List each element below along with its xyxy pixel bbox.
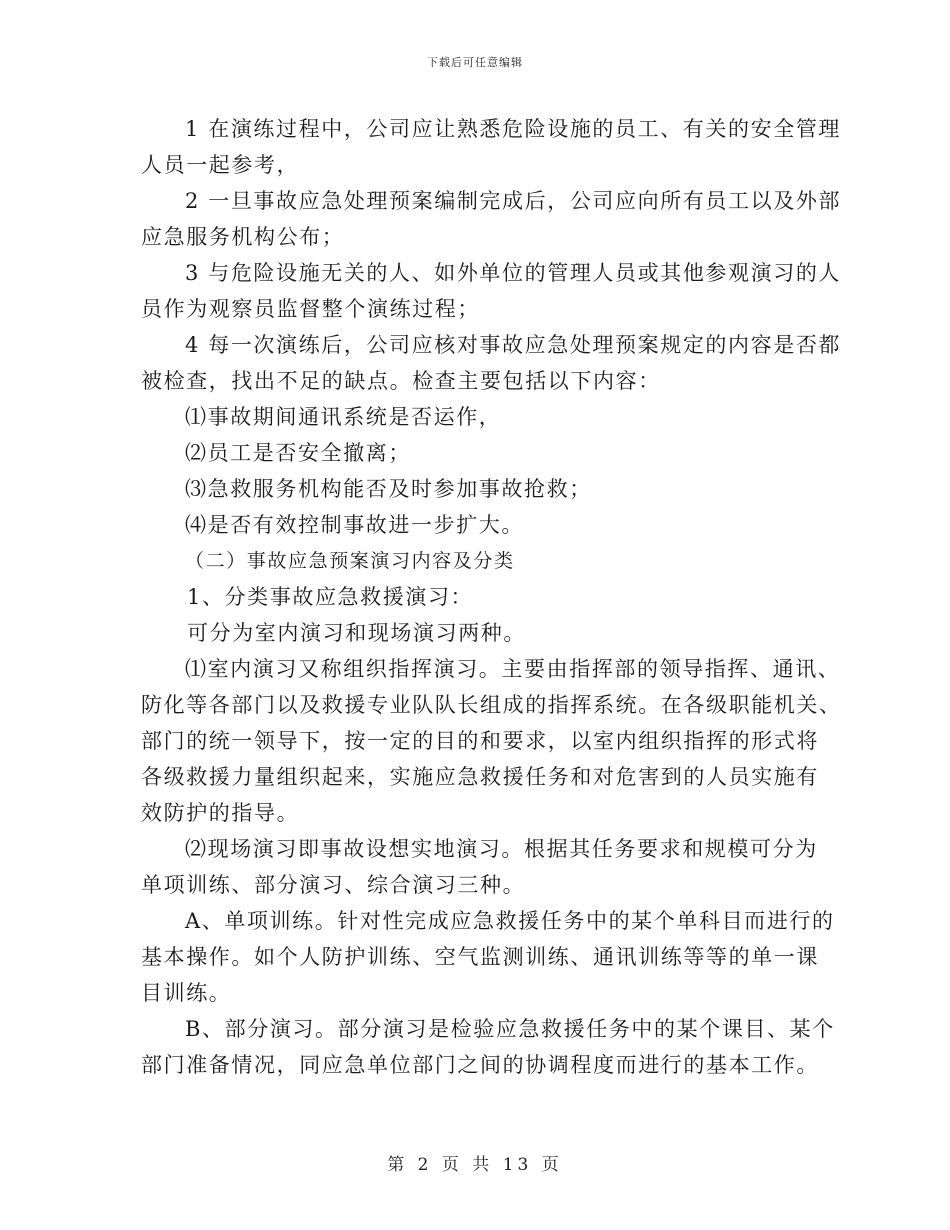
paragraph-line: 效防护的指导。	[141, 801, 300, 825]
paragraph-line: 部门的统一领导下，按一定的目的和要求，以室内组织指挥的形式将	[141, 729, 819, 753]
paragraph-line: ⑴室内演习又称组织指挥演习。主要由指挥部的领导指挥、通讯、	[185, 657, 841, 681]
list-item: ⑷是否有效控制事故进一步扩大。	[185, 513, 524, 537]
paragraph-line: B、部分演习。部分演习是检验应急救援任务中的某个课目、某个	[185, 1017, 835, 1041]
section-heading: （二）事故应急预案演习内容及分类	[185, 550, 515, 572]
paragraph-line: 部门准备情况，同应急单位部门之间的协调程度而进行的基本工作。	[141, 1053, 819, 1077]
paragraph-line: 单项训练、部分演习、综合演习三种。	[141, 873, 526, 897]
paragraph-line: ⑵现场演习即事故设想实地演习。根据其任务要求和规模可分为	[185, 837, 818, 861]
paragraph-line: 目训练。	[141, 981, 232, 1005]
paragraph-line: 员作为观察员监督整个演练过程；	[141, 297, 480, 321]
list-item: ⑵员工是否安全撤离；	[185, 441, 411, 465]
subsection-heading: 1、分类事故应急救援演习：	[187, 585, 474, 609]
paragraph-line: 3 与危险设施无关的人、如外单位的管理人员或其他参观演习的人	[185, 261, 842, 285]
paragraph-line: 2 一旦事故应急处理预案编制完成后，公司应向所有员工以及外部	[185, 189, 842, 213]
paragraph-line: 1 在演练过程中，公司应让熟悉危险设施的员工、有关的安全管理	[185, 117, 842, 141]
page-footer: 第 2 页 共 13 页	[387, 1155, 563, 1175]
paragraph-line: 被检查，找出不足的缺点。检查主要包括以下内容：	[141, 369, 661, 393]
paragraph-line: 可分为室内演习和现场演习两种。	[187, 621, 526, 645]
paragraph-line: 基本操作。如个人防护训练、空气监测训练、通讯训练等等的单一课	[141, 945, 819, 969]
document-body	[141, 111, 842, 1083]
paragraph-line: A、单项训练。针对性完成应急救援任务中的某个单科目而进行的	[185, 909, 835, 933]
paragraph-line: 4 每一次演练后，公司应核对事故应急处理预案规定的内容是否都	[185, 333, 842, 357]
list-item: ⑶急救服务机构能否及时参加事故抢救；	[185, 477, 592, 501]
paragraph-line: 各级救援力量组织起来，实施应急救援任务和对危害到的人员实施有	[141, 765, 819, 789]
page-header: 下载后可任意编辑	[427, 56, 523, 69]
paragraph-line: 人员一起参考，	[141, 153, 300, 177]
paragraph-line: 应急服务机构公布；	[141, 225, 345, 249]
list-item: ⑴事故期间通讯系统是否运作，	[185, 405, 502, 429]
paragraph-line: 防化等各部门以及救援专业队队长组成的指挥系统。在各级职能机关、	[141, 693, 842, 717]
